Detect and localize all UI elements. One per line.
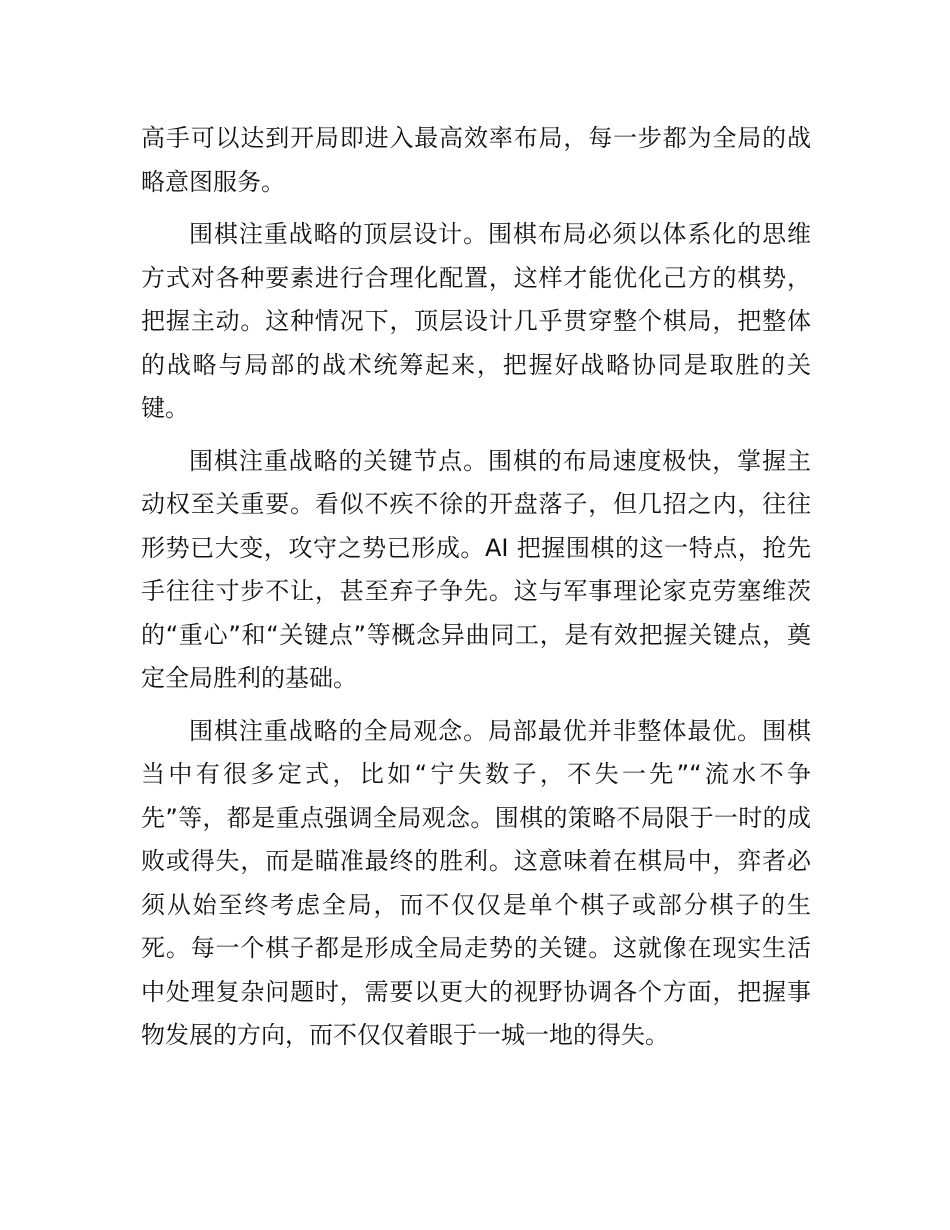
paragraph-key-nodes: 围棋注重战略的关键节点。围棋的布局速度极快，掌握主动权至关重要。看似不疾不徐的开盘落子，但几招之内，往往形势已大变，攻守之势已形成。AI 把握围棋的这一特点，抢先手往往寸步不让，甚至弃子争先。这与军事理论家克劳塞维茨的“重心”和“关键点”等概念异曲同工，是有效把握关键点，奠定全局胜利的基础。 — [141, 446, 811, 692]
paragraph-global-view: 围棋注重战略的全局观念。局部最优并非整体最优。围棋当中有很多定式，比如“宁失数子，不失一先”“流水不争先”等，都是重点强调全局观念。围棋的策略不局限于一时的成败或得失，而是瞄准最终的胜利。这意味着在棋局中，弈者必须从始至终考虑全局，而不仅仅是单个棋子或部分棋子的生死。每一个棋子都是形成全局走势的关键。这就像在现实生活中处理复杂问题时，需要以更大的视野协调各个方面，把握事物发展的方向，而不仅仅着眼于一城一地的得失。 — [141, 716, 811, 1049]
paragraph-top-level-design: 围棋注重战略的顶层设计。围棋布局必须以体系化的思维方式对各种要素进行合理化配置，这样才能优化己方的棋势，把握主动。这种情况下，顶层设计几乎贯穿整个棋局，把整体的战略与局部的战术统筹起来，把握好战略协同是取胜的关键。 — [141, 220, 811, 422]
document-page — [141, 117, 811, 1067]
paragraph-continuation: 高手可以达到开局即进入最高效率布局，每一步都为全局的战略意图服务。 — [141, 124, 811, 196]
